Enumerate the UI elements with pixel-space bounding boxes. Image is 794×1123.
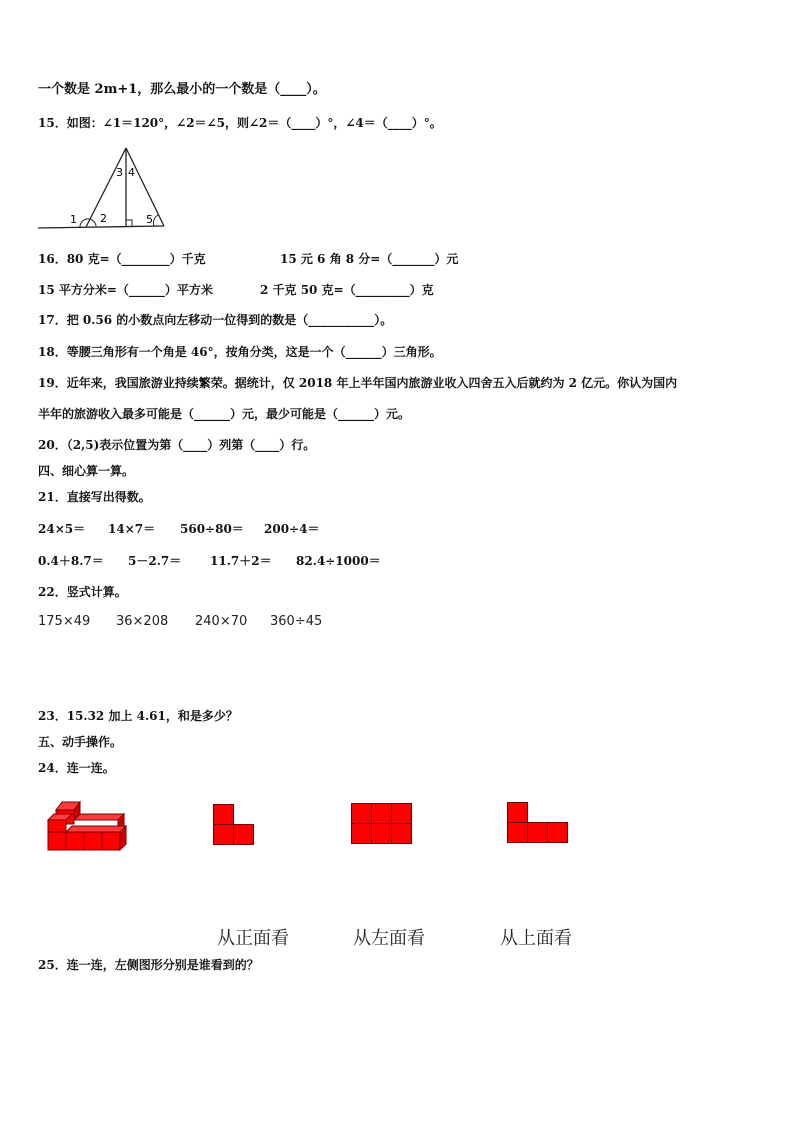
q19-line1: 19．近年来，我国旅游业持续繁荣。据统计，仅 2018 年上半年国内旅游业收入四舍五入后就约为 2 亿元。你认为国内 [38, 376, 678, 390]
section-4-heading: 四、细心算一算。 [38, 464, 135, 478]
q25-text: 25．连一连，左侧图形分别是谁看到的？ [38, 958, 259, 972]
q19-line2: 半年的旅游收入最多可能是（______）元，最少可能是（______）元。 [38, 407, 411, 421]
caption-left: 从左面看 [353, 928, 425, 949]
view-shape-c [507, 802, 569, 844]
triangle-figure [36, 144, 176, 232]
q21-r2-c3: 11.7＋2＝ [210, 554, 272, 568]
q23-text: 23．15.32 加上 4.61，和是多少？ [38, 709, 238, 723]
q18-text: 18．等腰三角形有一个角是 46°，按角分类，这是一个（______）三角形。 [38, 345, 442, 359]
angle-label-1: 1 [70, 213, 77, 226]
q21-title: 21．直接写出得数。 [38, 490, 151, 504]
q22-item-3: 240×70 [195, 614, 248, 629]
angle-label-2: 2 [100, 212, 107, 225]
q21-r1-c3: 560÷80＝ [180, 522, 244, 536]
view-shape-a [213, 804, 255, 846]
angle-label-4: 4 [128, 166, 135, 179]
q16-b: 15 元 6 角 8 分=（_______）元 [280, 252, 459, 266]
q21-r2-c1: 0.4＋8.7＝ [38, 554, 104, 568]
q16-c: 15 平方分米=（______）平方米 [38, 283, 213, 297]
q20-text: 20．（2,5)表示位置为第（____）列第（____）行。 [38, 438, 316, 452]
q22-item-4: 360÷45 [270, 614, 323, 629]
angle-label-5: 5 [146, 213, 153, 226]
q24-title: 24．连一连。 [38, 761, 115, 775]
q22-title: 22．竖式计算。 [38, 585, 127, 599]
cube-stack-figure [44, 790, 130, 854]
angle-label-3: 3 [116, 166, 123, 179]
q22-item-2: 36×208 [116, 614, 169, 629]
q17-text: 17．把 0.56 的小数点向左移动一位得到的数是（___________）。 [38, 313, 393, 327]
q14-tail: 一个数是 2m+1，那么最小的一个数是（____）。 [38, 82, 326, 97]
q21-r1-c2: 14×7＝ [108, 522, 156, 536]
section-5-heading: 五、动手操作。 [38, 735, 123, 749]
caption-top: 从上面看 [500, 928, 572, 949]
view-shape-b [351, 803, 413, 845]
caption-front: 从正面看 [217, 928, 289, 949]
q21-r2-c4: 82.4÷1000＝ [296, 554, 381, 568]
q21-r1-c4: 200÷4＝ [264, 522, 320, 536]
q15-text: 15．如图：∠1＝120°，∠2＝∠5，则∠2＝（____）°，∠4＝（____）°。 [38, 116, 442, 130]
q16-a: 16．80 克=（________）千克 [38, 252, 206, 266]
q21-r1-c1: 24×5＝ [38, 522, 86, 536]
q22-item-1: 175×49 [38, 614, 91, 629]
q21-r2-c2: 5－2.7＝ [128, 554, 182, 568]
q16-d: 2 千克 50 克=（_________）克 [260, 283, 434, 297]
